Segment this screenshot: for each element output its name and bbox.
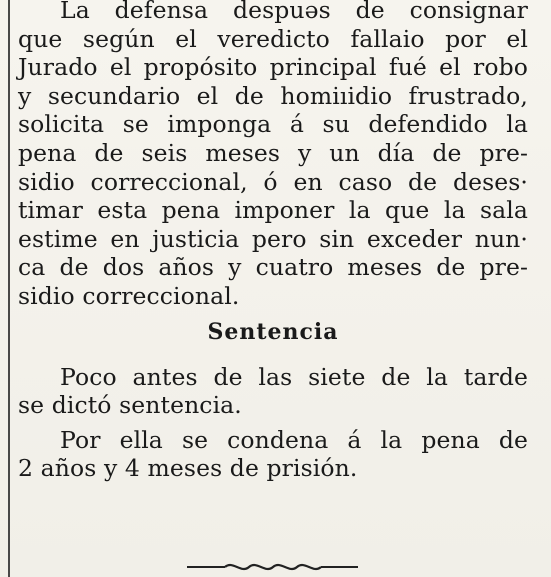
defense-paragraph xyxy=(18,0,528,311)
text-line: solicita se imponga á su defendido la xyxy=(18,110,528,139)
text-line: pena de seis meses y un día de pre- xyxy=(18,138,528,167)
text-line: Jurado el propósito principal fué el robo xyxy=(18,53,528,82)
column-rule xyxy=(8,0,10,577)
sentence-paragraph xyxy=(18,363,528,420)
article-column xyxy=(18,0,528,483)
text-line: ca de dos años y cuatro meses de pre- xyxy=(18,253,528,282)
section-heading: Sentencia xyxy=(207,318,339,345)
conviction-paragraph xyxy=(18,426,528,483)
text-line: y secundario el de homiıidio frustrado, xyxy=(18,81,528,110)
text-line: sidio correccional. xyxy=(18,281,240,310)
text-line: Por ella se condena á la pena de xyxy=(60,425,528,454)
text-line: que según el veredicto fallaio por el xyxy=(18,24,528,53)
text-line: se dictó sentencia. xyxy=(18,391,242,420)
text-line: 2 años y 4 meses de prisión. xyxy=(18,454,358,483)
text-line: timar esta pena imponer la que la sala xyxy=(18,196,528,225)
text-line: estime en justicia pero sin exceder nun· xyxy=(18,224,528,253)
text-line: sidio correccional, ó en caso de deses· xyxy=(18,167,528,196)
ornamental-divider xyxy=(185,560,360,574)
text-line: Poco antes de las siete de la tarde xyxy=(60,362,528,391)
text-line: La defensa despuəs de consignar xyxy=(60,0,528,24)
